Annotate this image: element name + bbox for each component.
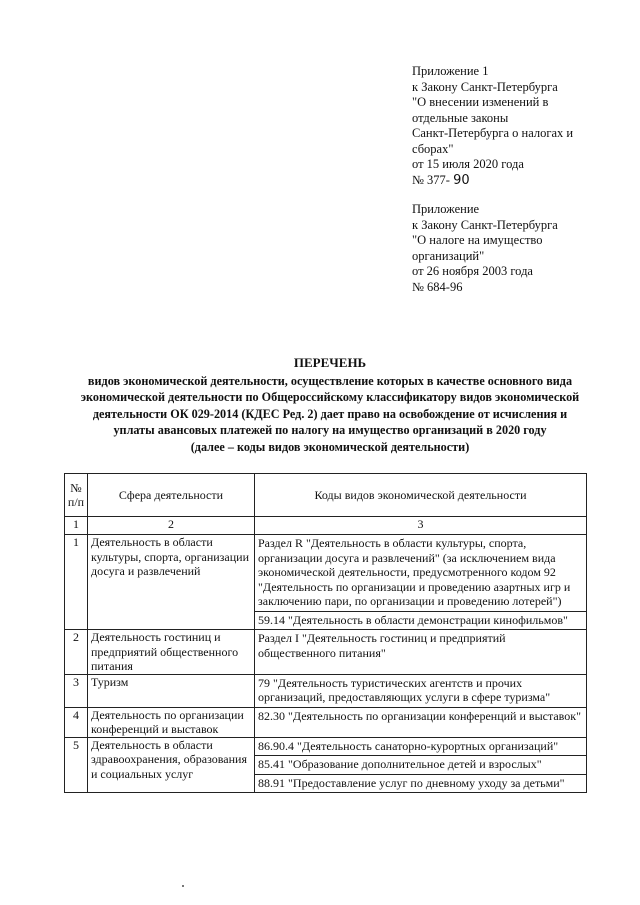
code-entry: 79 "Деятельность туристических агентств и прочих организаций, предоставляющих услуги в сфере туризма" [258,675,551,704]
appendix-1-number [412,173,627,189]
title-line: деятельности ОК 029-2014 (КДЕС Ред. 2) дает право на освобождение от исчисления и [92,406,568,421]
row-codes [255,535,587,630]
law-number-prefix: № 377- [412,172,450,187]
appendix-1-line: сборах" [412,141,454,156]
row-num: 3 [65,674,88,707]
title-line: (далее – коды видов экономической деятельности) [190,439,470,454]
appendix-1-line: Санкт-Петербурга о налогах и [412,126,574,140]
row-num: 4 [65,707,88,737]
title-line: экономической деятельности по Общероссийскому классификатору видов экономической [80,390,580,404]
row-sphere: Деятельность в области культуры, спорта, организации досуга и развлечений [88,535,255,630]
row-num: 5 [65,737,88,793]
appendix-2-line: № 684-96 [412,279,463,294]
table-row [65,674,587,707]
appendix-1-header [412,64,627,188]
row-num: 2 [65,630,88,675]
activity-codes-table [64,473,587,793]
table-index-row [65,517,587,535]
code-entry: 88.91 "Предоставление услуг по дневному уходу за детьми" [258,775,565,790]
appendix-1-line: к Закону Санкт-Петербурга [412,79,558,94]
header-codes: Коды видов экономической деятельности [255,474,587,517]
row-sphere: Туризм [88,674,255,707]
index-cell: 2 [88,517,255,535]
table-row [65,737,587,793]
code-entry: 59.14 "Деятельность в области демонстрации кинофильмов" [258,612,568,627]
index-cell: 1 [65,517,88,535]
code-entry: 86.90.4 "Деятельность санаторно-курортных организаций" [255,738,586,757]
table-header-row [65,474,587,517]
table-row [65,707,587,737]
row-codes [255,630,587,675]
code-entry: Раздел I "Деятельность гостиниц и предприятий общественного питания" [258,631,506,660]
title-line: видов экономической деятельности, осуществление которых в качестве основного вида [87,373,573,388]
appendix-2-line: Приложение [412,202,480,216]
appendix-1-line: отдельные законы [412,110,509,125]
index-cell: 3 [255,517,587,535]
row-codes [255,707,587,737]
header-num: № п/п [65,474,88,517]
code-entry: 85.41 "Образование дополнительное детей и взрослых" [255,756,586,775]
appendix-1-line: от 15 июля 2020 года [412,157,524,171]
code-entry: 82.30 "Деятельность по организации конференций и выставок" [258,708,581,723]
title-line: уплаты авансовых платежей по налогу на имущество организаций в 2020 году [113,423,547,437]
appendix-2-line: к Закону Санкт-Петербурга [412,217,558,232]
code-entry: Раздел R "Деятельность в области культуры, спорта, организации досуга и развлечений" (за исключением вида экономической деятельности, предусмотренного кодом 92 "Деятельность по организации и проведению азартных игр и заключению пари, по организации и проведению лотерей") [255,535,586,612]
scan-artifact [182,885,184,887]
row-sphere: Деятельность в области здравоохранения, образования и социальных услуг [88,737,255,793]
appendix-1-line: Приложение 1 [412,64,489,78]
title-heading: ПЕРЕЧЕНЬ [293,355,367,370]
table-row [65,630,587,675]
appendix-2-line: "О налоге на имущество [412,233,543,247]
document-title [40,355,620,455]
appendix-2-line: от 26 ноября 2003 года [412,264,533,278]
appendix-2-line: организаций" [412,248,485,263]
header-sphere: Сфера деятельности [88,474,255,517]
appendix-1-line: "О внесении изменений в [412,95,549,109]
row-sphere: Деятельность по организации конференций и выставок [88,707,255,737]
row-codes [255,674,587,707]
row-sphere: Деятельность гостиниц и предприятий общественного питания [88,630,255,675]
law-number-handwritten: 90 [453,172,470,188]
appendix-2-header [412,202,627,295]
table-row [65,535,587,630]
row-num: 1 [65,535,88,630]
row-codes [255,737,587,793]
